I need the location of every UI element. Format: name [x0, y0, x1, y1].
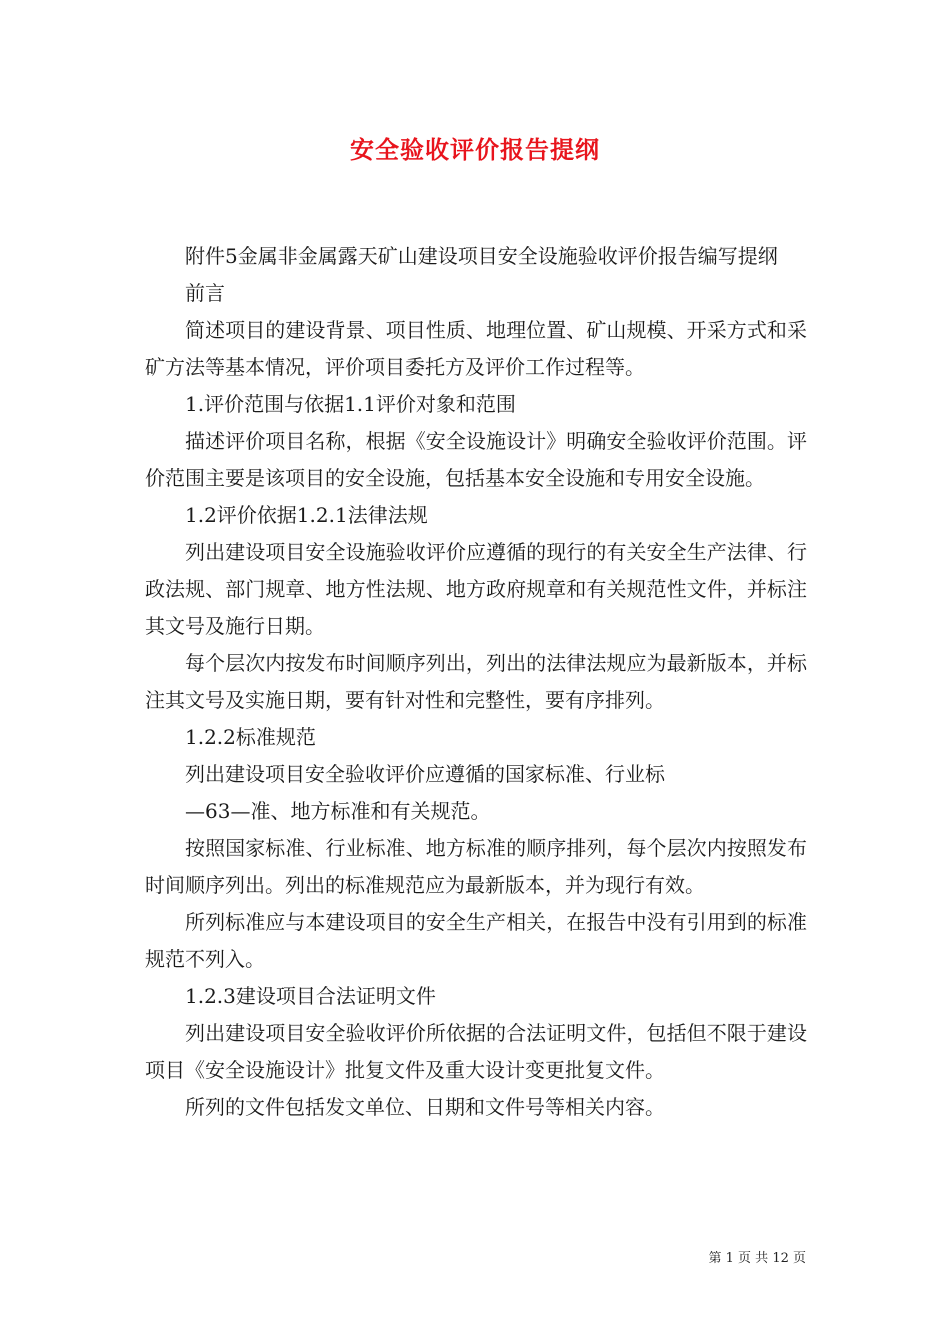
paragraph: 前言 [185, 281, 225, 305]
paragraph: 列出建设项目安全验收评价应遵循的国家标准、行业标 [185, 762, 665, 786]
section-heading: 1.2.2标准规范 [185, 725, 316, 749]
document-body [145, 238, 807, 1126]
paragraph: 所列的文件包括发文单位、日期和文件号等相关内容。 [185, 1095, 665, 1119]
paragraph: 每个层次内按发布时间顺序列出，列出的法律法规应为最新版本，并标注其文号及实施日期，要有针对性和完整性，要有序排列。 [145, 651, 807, 712]
paragraph: 列出建设项目安全验收评价所依据的合法证明文件，包括但不限于建设项目《安全设施设计》批复文件及重大设计变更批复文件。 [145, 1021, 807, 1082]
paragraph: 附件5金属非金属露天矿山建设项目安全设施验收评价报告编写提纲 [185, 244, 778, 268]
paragraph: 简述项目的建设背景、项目性质、地理位置、矿山规模、开采方式和采矿方法等基本情况，评价项目委托方及评价工作过程等。 [145, 318, 807, 379]
paragraph: —63—准、地方标准和有关规范。 [185, 799, 491, 823]
paragraph: 按照国家标准、行业标准、地方标准的顺序排列，每个层次内按照发布时间顺序列出。列出的标准规范应为最新版本，并为现行有效。 [145, 836, 807, 897]
paragraph: 描述评价项目名称，根据《安全设施设计》明确安全验收评价范围。评价范围主要是该项目的安全设施，包括基本安全设施和专用安全设施。 [145, 429, 807, 490]
section-heading: 1.评价范围与依据1.1评价对象和范围 [185, 392, 516, 416]
paragraph: 所列标准应与本建设项目的安全生产相关，在报告中没有引用到的标准规范不列入。 [145, 910, 807, 971]
page-number-footer: 第 1 页 共 12 页 [708, 1251, 806, 1266]
document-title: 安全验收评价报告提纲 [350, 135, 600, 164]
paragraph: 列出建设项目安全设施验收评价应遵循的现行的有关安全生产法律、行政法规、部门规章、地方性法规、地方政府规章和有关规范性文件，并标注其文号及施行日期。 [145, 540, 807, 638]
section-heading: 1.2.3建设项目合法证明文件 [185, 984, 436, 1008]
section-heading: 1.2评价依据1.2.1法律法规 [185, 503, 428, 527]
